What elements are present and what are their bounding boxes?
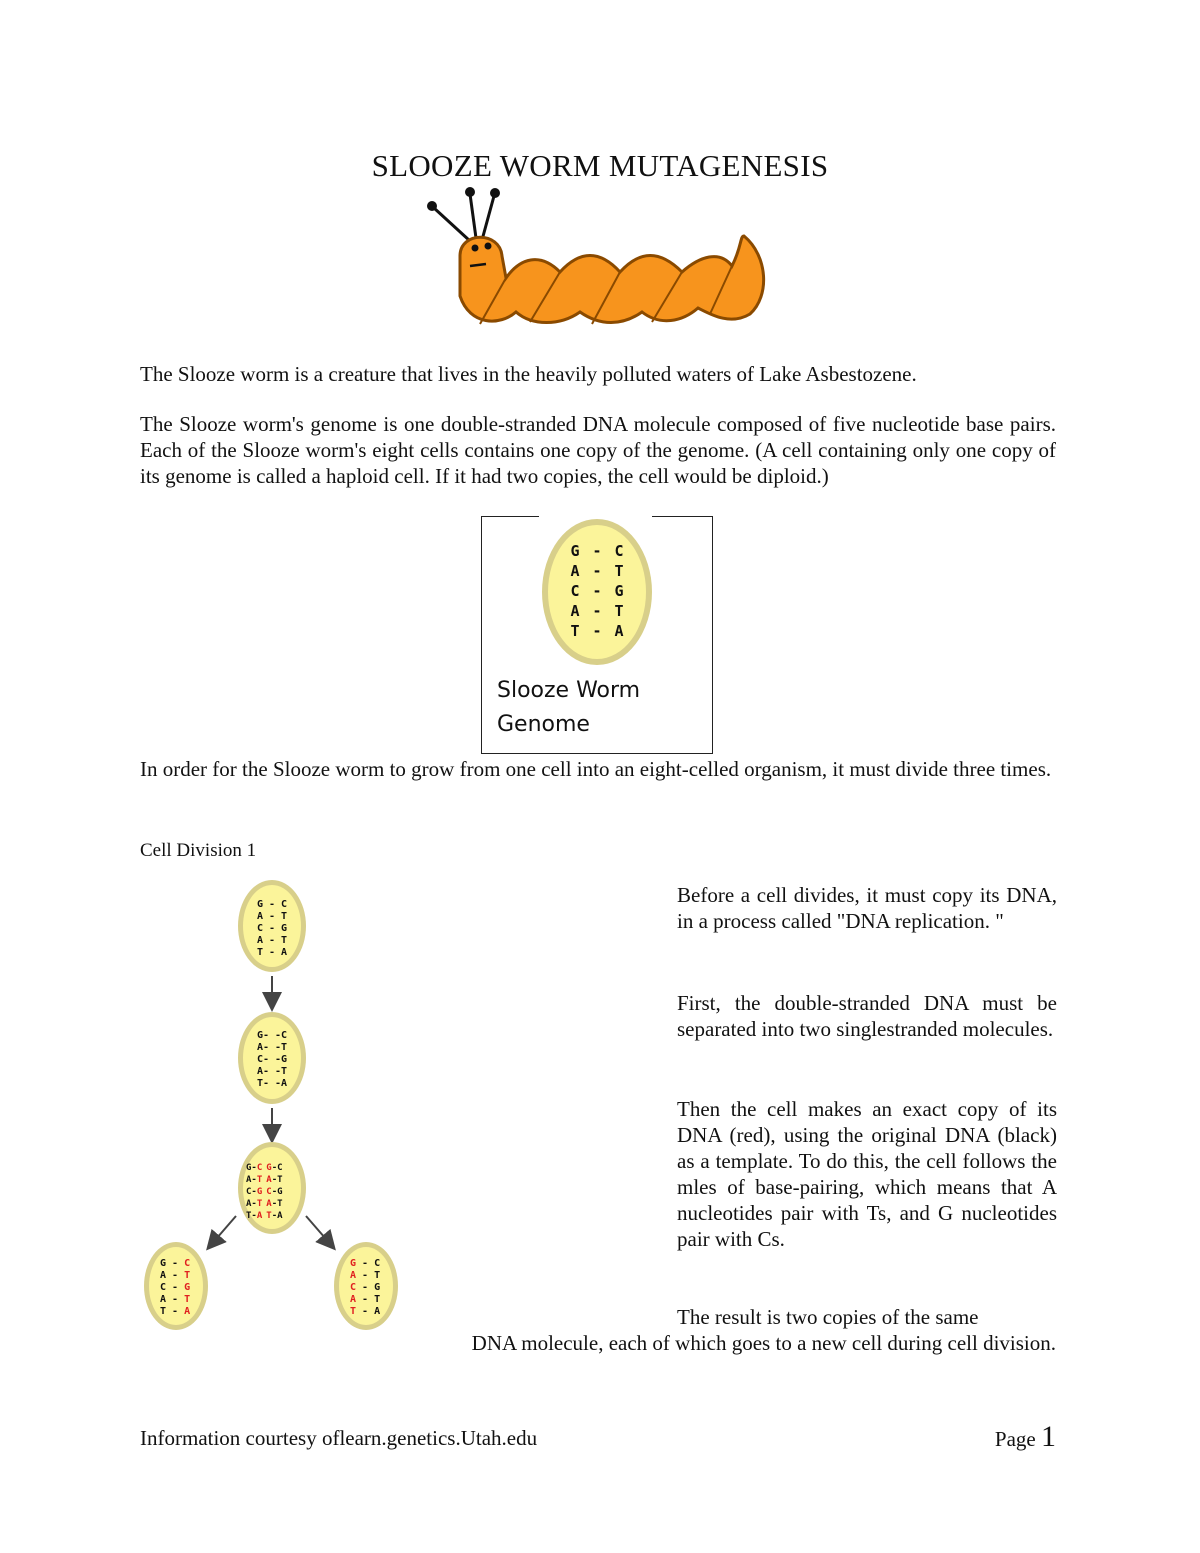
- worm-eye: [472, 245, 479, 252]
- base-dash: -: [592, 562, 602, 580]
- cell-separated-strands: [238, 1012, 306, 1104]
- base-left: G: [570, 542, 580, 560]
- genome-caption-line1: Slooze Worm: [497, 678, 641, 703]
- svg-text:A - T: A - T: [256, 911, 288, 922]
- svg-text:A-TA-T: A-T A-T: [246, 1199, 283, 1209]
- svg-text:A- -T: A- -T: [256, 1066, 288, 1077]
- cell-double-stranded: [238, 880, 306, 972]
- svg-text:T - A: T - A: [160, 1306, 191, 1317]
- base-left: A: [570, 602, 580, 620]
- footer-credit: Information courtesy oflearn.genetics.Utah.edu: [140, 1426, 538, 1450]
- page-number-value: 1: [1041, 1420, 1056, 1453]
- slooze-worm-illustration: [420, 186, 780, 336]
- daughter-cell-left: [144, 1242, 208, 1330]
- genome-paragraph: The Slooze worm's genome is one double-stranded DNA molecule composed of five nucleotide base pairs. Each of the Slooze worm's eight cells contains one copy of the genome. (A cell containing only one copy of its genome is called a haploid cell. If it had two copies, the cell would be diploid.): [140, 412, 1056, 488]
- svg-text:A - T: A - T: [256, 935, 288, 946]
- svg-text:G - C: G - C: [350, 1258, 381, 1269]
- svg-text:A - T: A - T: [160, 1294, 191, 1305]
- svg-text:A - T: A - T: [350, 1294, 381, 1305]
- page-label: Page: [994, 1427, 1036, 1451]
- base-right: A: [614, 622, 624, 640]
- genome-caption: [497, 674, 640, 742]
- svg-text:G- -C: G- -C: [256, 1030, 288, 1041]
- base-left: T: [570, 622, 580, 640]
- svg-text:A - T: A - T: [350, 1270, 381, 1281]
- svg-text:G-CG-C: G-C G-C: [246, 1163, 283, 1173]
- genome-cell: [538, 516, 656, 668]
- cell-division-diagram: [140, 876, 410, 1336]
- svg-text:G - C: G - C: [160, 1258, 191, 1269]
- page-title: SLOOZE WORM MUTAGENESIS: [371, 148, 829, 183]
- intro-paragraph: The Slooze worm is a creature that lives in the heavily polluted waters of Lake Asbestozene.: [140, 362, 917, 386]
- growth-paragraph: In order for the Slooze worm to grow from one cell into an eight-celled organism, it must divide three times.: [140, 757, 1052, 781]
- replication-text-3: Then the cell makes an exact copy of its DNA (red), using the original DNA (black) as a template. To do this, the cell follows the mles of base-pairing, which means that A nucleotides pair with Ts, and G nucleotides pair with Cs.: [677, 1097, 1057, 1251]
- base-dash: -: [592, 542, 602, 560]
- cell-replicated: [238, 1142, 306, 1234]
- base-dash: -: [592, 602, 602, 620]
- svg-text:T - A: T - A: [256, 947, 288, 958]
- replication-text-4: The result is two copies of the same: [677, 1305, 979, 1329]
- genome-caption-line2: Genome: [497, 712, 590, 737]
- svg-text:C- -G: C- -G: [256, 1054, 288, 1065]
- page-number: [990, 1420, 1056, 1454]
- svg-text:A-TA-T: A-T A-T: [246, 1175, 283, 1185]
- base-right: C: [614, 542, 624, 560]
- base-right: G: [614, 582, 624, 600]
- base-dash: -: [592, 582, 602, 600]
- base-dash: -: [592, 622, 602, 640]
- svg-text:T- -A: T- -A: [256, 1078, 288, 1089]
- base-right: T: [614, 562, 624, 580]
- svg-text:C-GC-G: C-G C-G: [246, 1187, 283, 1197]
- svg-text:C - G: C - G: [160, 1282, 191, 1293]
- svg-text:T-AT-A: T-A T-A: [246, 1211, 283, 1221]
- genome-figure: [481, 516, 713, 754]
- svg-text:T - A: T - A: [350, 1306, 381, 1317]
- base-left: A: [570, 562, 580, 580]
- svg-text:C - G: C - G: [350, 1282, 381, 1293]
- svg-text:G - C: G - C: [256, 899, 288, 910]
- base-right: T: [614, 602, 624, 620]
- svg-text:A - T: A - T: [160, 1270, 191, 1281]
- replication-text-5: DNA molecule, each of which goes to a new cell during cell division.: [471, 1331, 1056, 1355]
- daughter-cell-right: [334, 1242, 398, 1330]
- svg-text:A- -T: A- -T: [256, 1042, 288, 1053]
- svg-text:C - G: C - G: [256, 923, 288, 934]
- section-label: Cell Division 1: [140, 840, 257, 861]
- replication-text-1: Before a cell divides, it must copy its DNA, in a process called "DNA replication. ": [677, 883, 1057, 933]
- worm-eye: [485, 243, 492, 250]
- replication-text-2: First, the double-stranded DNA must be separated into two singlestranded molecules.: [677, 991, 1057, 1041]
- base-left: C: [570, 582, 580, 600]
